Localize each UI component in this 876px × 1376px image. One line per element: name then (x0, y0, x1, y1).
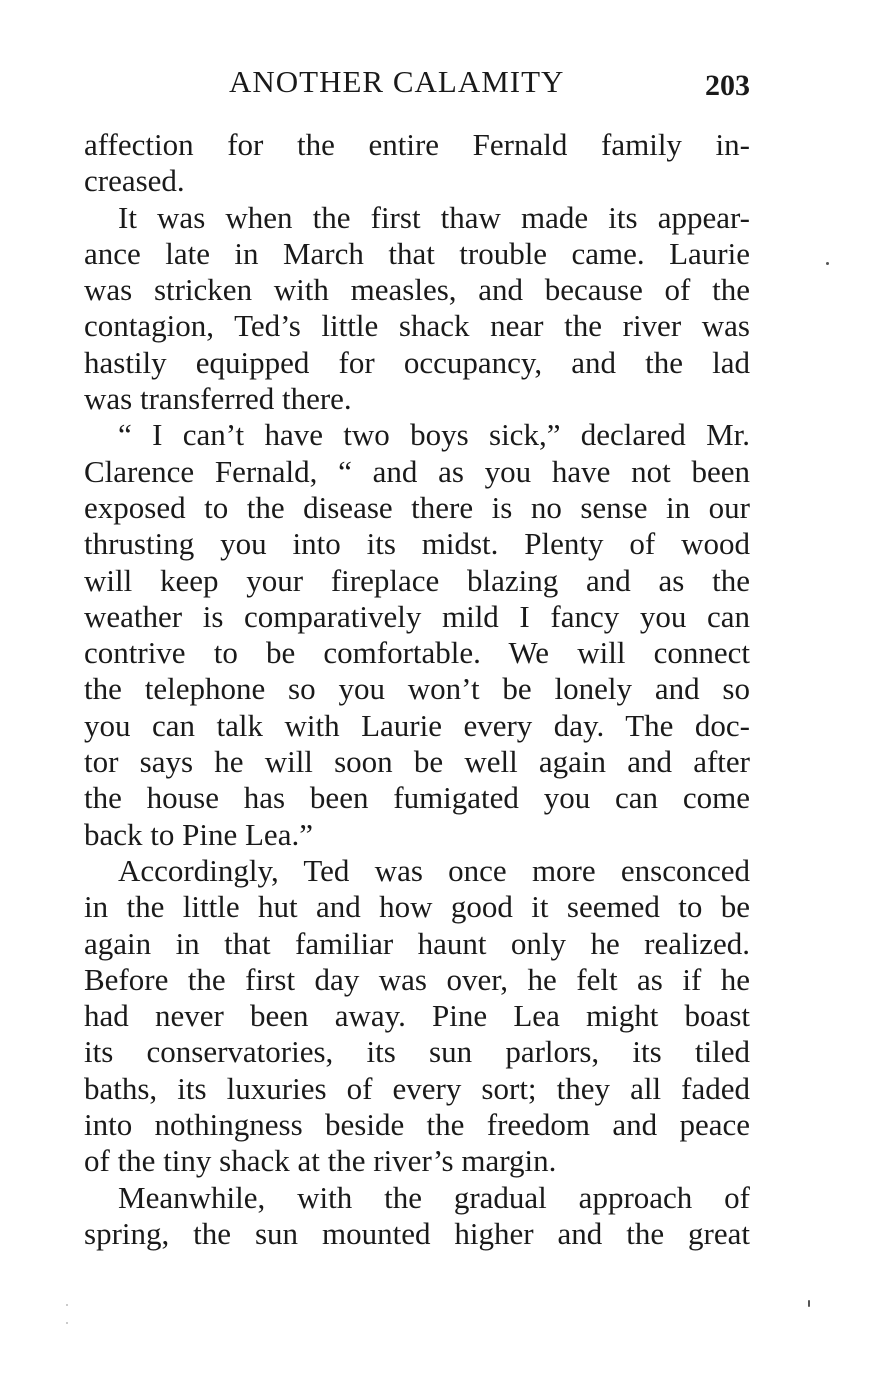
text-line: weather is comparatively mild I fancy you can (84, 598, 750, 634)
text-line: Meanwhile, with the gradual approach of (118, 1179, 750, 1215)
text-line: spring, the sun mounted higher and the great (84, 1215, 750, 1251)
text-line: was stricken with measles, and because of the (84, 272, 750, 308)
running-head (84, 62, 750, 102)
text-line: Clarence Fernald, “ and as you have not been (84, 453, 750, 489)
text-line: of the tiny shack at the river’s margin. (84, 1143, 557, 1179)
running-title: ANOTHER CALAMITY (229, 64, 565, 99)
text-line: back to Pine Lea.” (84, 816, 313, 852)
scan-speck (826, 262, 829, 265)
text-line: will keep your fireplace blazing and as the (84, 562, 750, 598)
page-number: 203 (705, 69, 750, 102)
text-line: creased. (84, 163, 185, 199)
text-line: again in that familiar haunt only he realized. (84, 925, 750, 961)
text-line: the house has been fumigated you can come (84, 780, 750, 816)
scan-speck (808, 1300, 810, 1307)
body-text (84, 127, 750, 1252)
text-line: its conservatories, its sun parlors, its tiled (84, 1034, 750, 1070)
text-line: Before the first day was over, he felt as if he (84, 961, 750, 997)
text-line: It was when the first thaw made its appear- (118, 199, 750, 235)
text-line: was transferred there. (84, 381, 352, 417)
text-line: into nothingness beside the freedom and peace (84, 1107, 750, 1143)
text-line: thrusting you into its midst. Plenty of wood (84, 526, 750, 562)
text-line: you can talk with Laurie every day. The doc- (84, 707, 750, 743)
text-line: affection for the entire Fernald family in- (84, 127, 750, 162)
scan-speck (66, 1304, 68, 1306)
text-line: Accordingly, Ted was once more ensconced (118, 852, 750, 888)
text-line: “ I can’t have two boys sick,” declared Mr. (118, 417, 750, 453)
text-line: the telephone so you won’t be lonely and so (84, 671, 750, 707)
text-line: hastily equipped for occupancy, and the lad (84, 344, 750, 380)
text-line: ance late in March that trouble came. Laurie (84, 235, 750, 271)
text-line: contagion, Ted’s little shack near the river was (84, 308, 750, 344)
text-line: tor says he will soon be well again and after (84, 744, 750, 780)
text-line: contrive to be comfortable. We will connect (84, 635, 750, 671)
text-line: had never been away. Pine Lea might boast (84, 998, 750, 1034)
scan-speck (66, 1322, 68, 1324)
text-line: baths, its luxuries of every sort; they all faded (84, 1070, 750, 1106)
text-line: exposed to the disease there is no sense in our (84, 489, 750, 525)
text-line: in the little hut and how good it seemed to be (84, 889, 750, 925)
